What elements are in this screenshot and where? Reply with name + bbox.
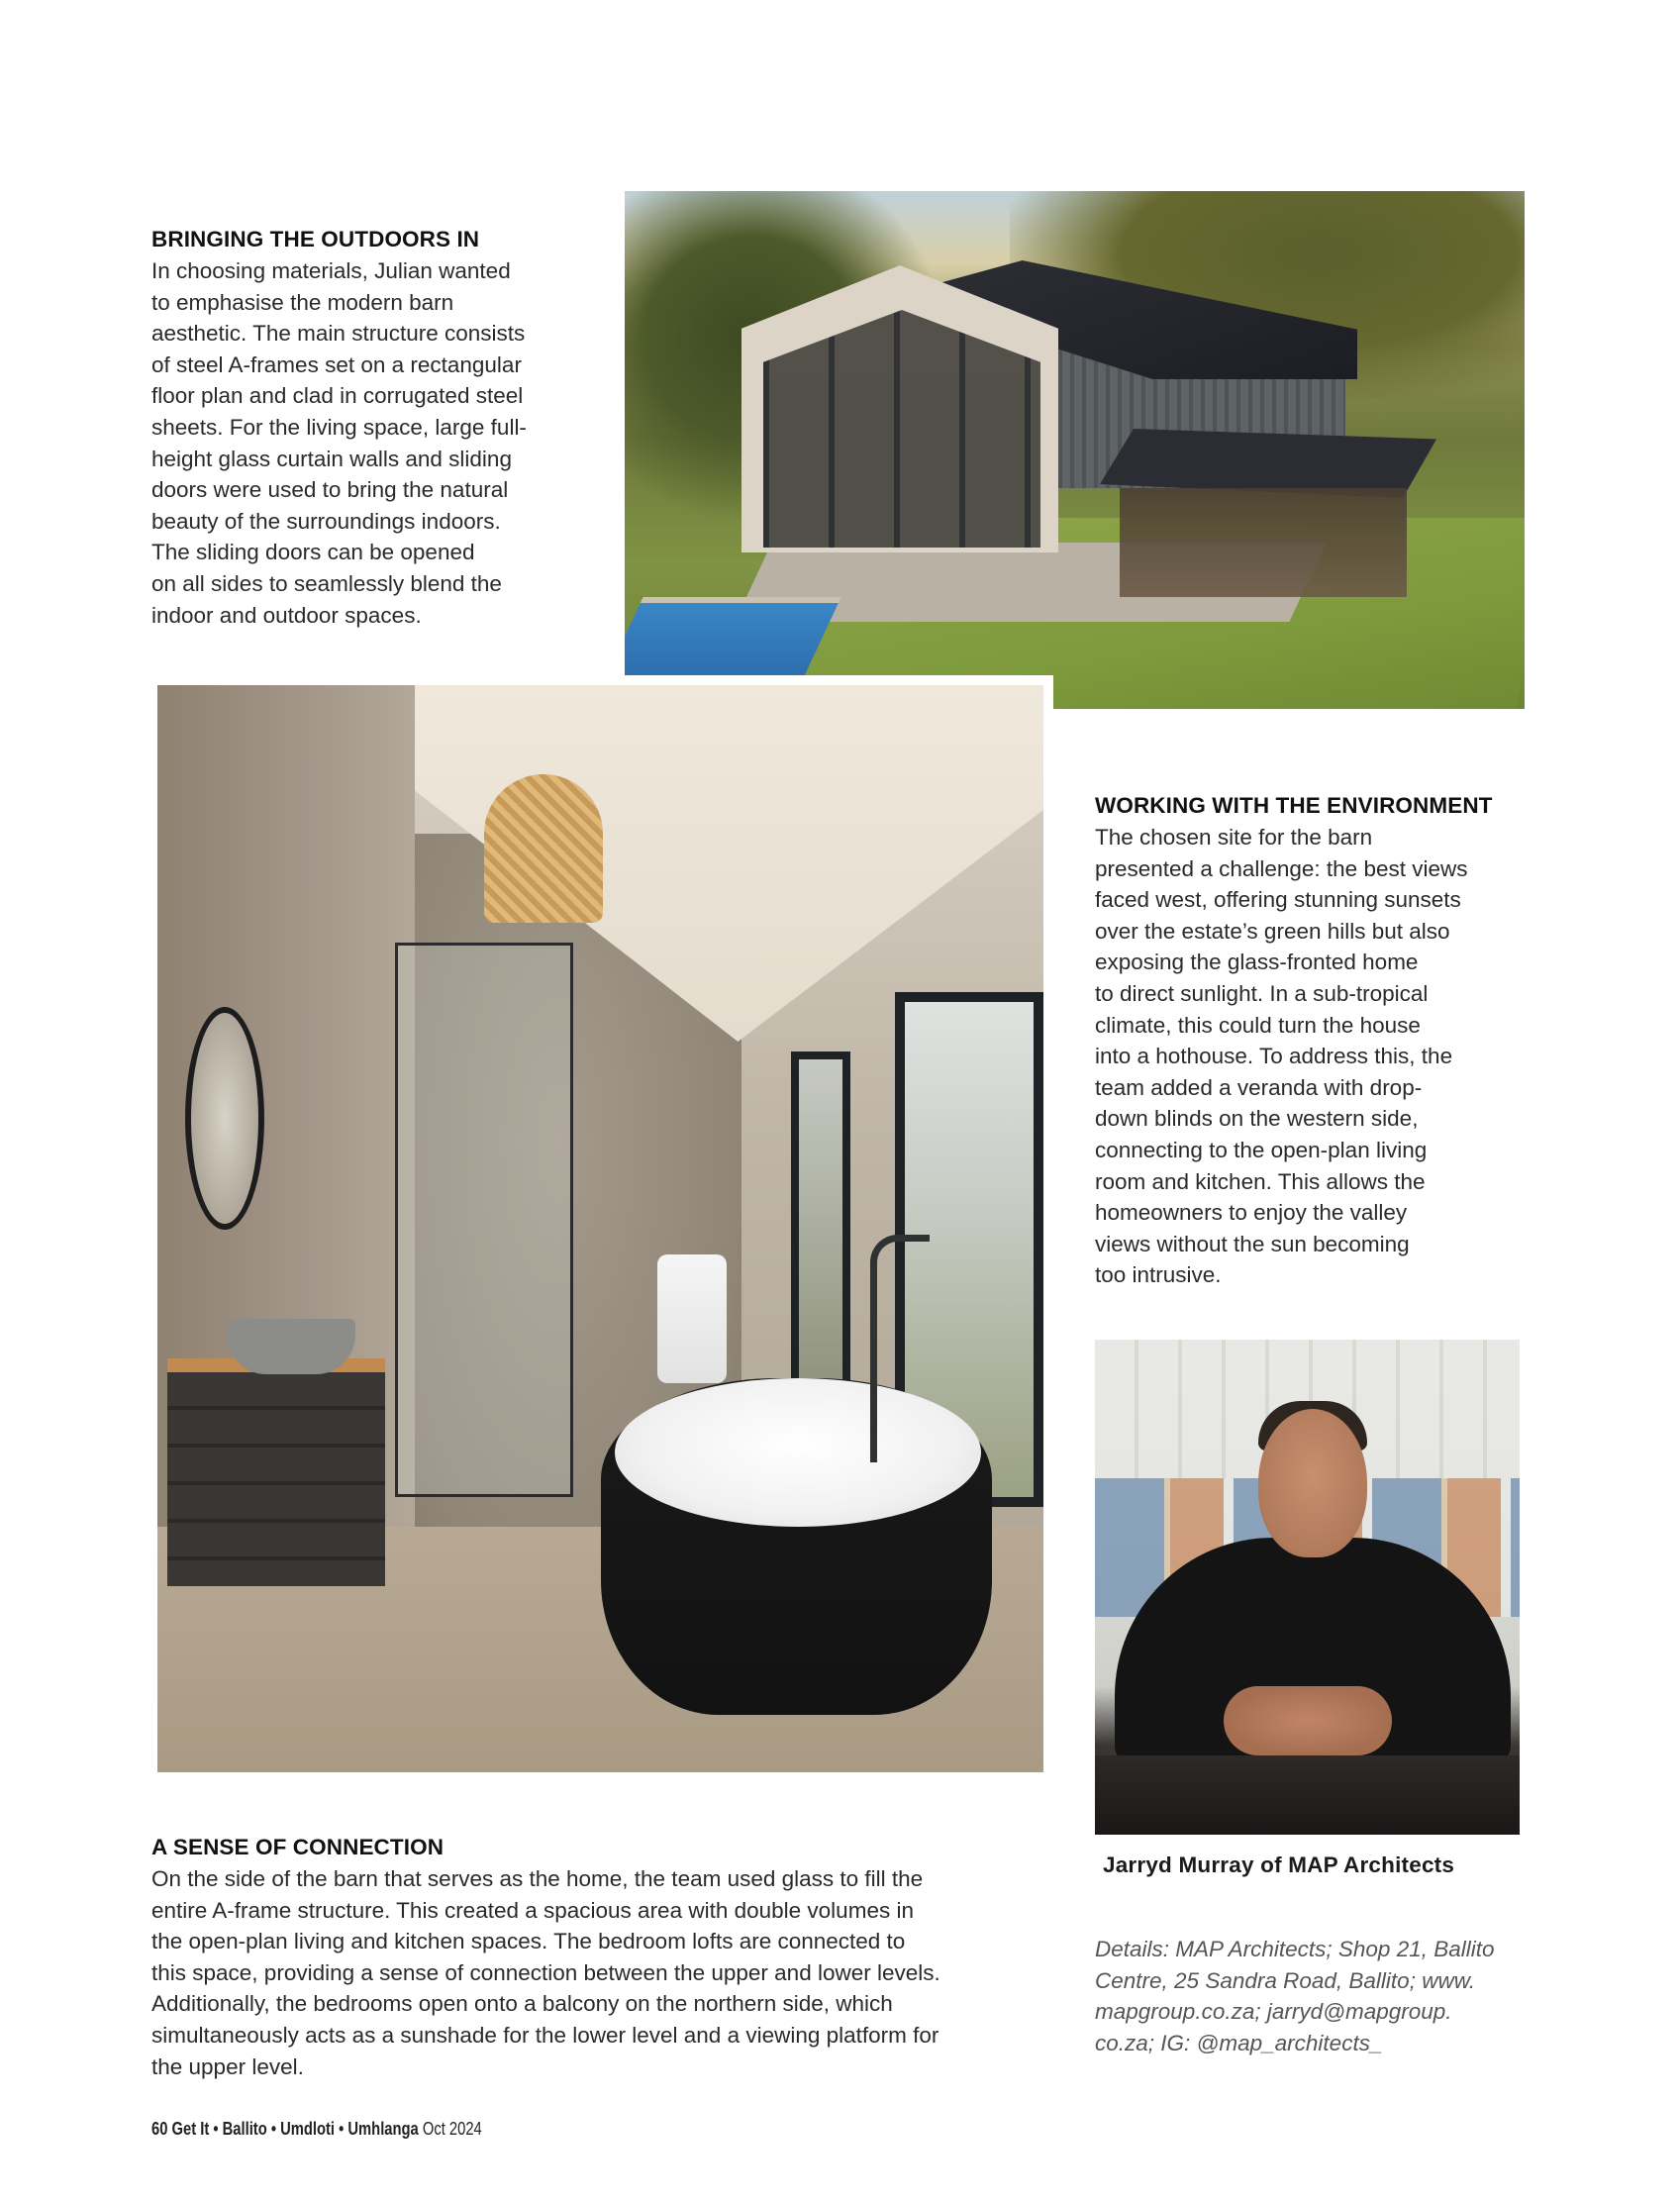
text-line: down blinds on the western side, <box>1095 1106 1419 1132</box>
body-bringing-outdoors-in <box>151 255 527 631</box>
text-line: exposing the glass-fronted home <box>1095 950 1419 975</box>
text-line: entire A-frame structure. This created a spacious area with double volumes in <box>151 1897 914 1923</box>
body-working-with-environment <box>1095 822 1468 1291</box>
text-line: the open-plan living and kitchen spaces. The bedroom lofts are connected to <box>151 1929 906 1954</box>
text-line: Centre, 25 Sandra Road, Ballito; www. <box>1095 1967 1475 1993</box>
text-line: floor plan and clad in corrugated steel <box>151 383 524 409</box>
text-line: over the estate’s green hills but also <box>1095 918 1450 944</box>
text-line: Details: MAP Architects; Shop 21, Ballito <box>1095 1937 1495 1961</box>
text-line: of steel A-frames set on a rectangular <box>151 351 522 377</box>
bathroom-photo <box>157 685 1043 1772</box>
portrait-caption: Jarryd Murray of MAP Architects <box>1103 1852 1455 1877</box>
heading-bringing-outdoors-in: BRINGING THE OUTDOORS IN <box>151 227 480 251</box>
barn-house-photo <box>625 191 1525 709</box>
text-line: connecting to the open-plan living <box>1095 1137 1428 1162</box>
heading-working-with-environment: WORKING WITH THE ENVIRONMENT <box>1095 793 1493 818</box>
text-line: co.za; IG: @map_architects_ <box>1095 2030 1383 2055</box>
text-line: into a hothouse. To address this, the <box>1095 1044 1453 1069</box>
text-line: presented a challenge: the best views <box>1095 855 1468 881</box>
text-line: this space, providing a sense of connection between the upper and lower levels. <box>151 1959 940 1985</box>
heading-sense-of-connection: A SENSE OF CONNECTION <box>151 1835 445 1859</box>
text-line: climate, this could turn the house <box>1095 1012 1421 1038</box>
text-line: views without the sun becoming <box>1095 1231 1410 1256</box>
text-line: faced west, offering stunning sunsets <box>1095 887 1461 913</box>
text-line: the upper level. <box>151 2053 304 2079</box>
text-line: homeowners to enjoy the valley <box>1095 1200 1408 1226</box>
text-line: doors were used to bring the natural <box>151 477 509 503</box>
page-footer <box>151 2119 482 2140</box>
contact-details <box>1095 1934 1495 2058</box>
issue-date: Oct 2024 <box>422 2119 482 2139</box>
text-line: on all sides to seamlessly blend the <box>151 570 502 596</box>
text-line: simultaneously acts as a sunshade for the lower level and a viewing platform for <box>151 2022 939 2048</box>
text-line: too intrusive. <box>1095 1262 1222 1288</box>
text-line: aesthetic. The main structure consists <box>151 321 526 347</box>
text-line: indoor and outdoor spaces. <box>151 602 422 628</box>
text-line: sheets. For the living space, large full- <box>151 414 527 440</box>
body-sense-of-connection <box>151 1863 940 2082</box>
text-line: In choosing materials, Julian wanted <box>151 258 511 283</box>
text-line: to emphasise the modern barn <box>151 289 454 315</box>
text-line: to direct sunlight. In a sub-tropical <box>1095 980 1429 1006</box>
text-line: On the side of the barn that serves as the home, the team used glass to fill the <box>151 1866 924 1891</box>
text-line: mapgroup.co.za; jarryd@mapgroup. <box>1095 1999 1452 2025</box>
portrait-photo <box>1095 1340 1520 1835</box>
text-line: The chosen site for the barn <box>1095 825 1373 850</box>
text-line: The sliding doors can be opened <box>151 540 475 565</box>
publication-name: Get It • Ballito • Umdloti • Umhlanga <box>171 2119 419 2139</box>
text-line: height glass curtain walls and sliding <box>151 446 512 471</box>
text-line: team added a veranda with drop- <box>1095 1074 1423 1100</box>
page-number: 60 <box>151 2119 168 2139</box>
text-line: room and kitchen. This allows the <box>1095 1168 1426 1194</box>
text-line: Additionally, the bedrooms open onto a balcony on the northern side, which <box>151 1991 893 2017</box>
text-line: beauty of the surroundings indoors. <box>151 508 501 534</box>
